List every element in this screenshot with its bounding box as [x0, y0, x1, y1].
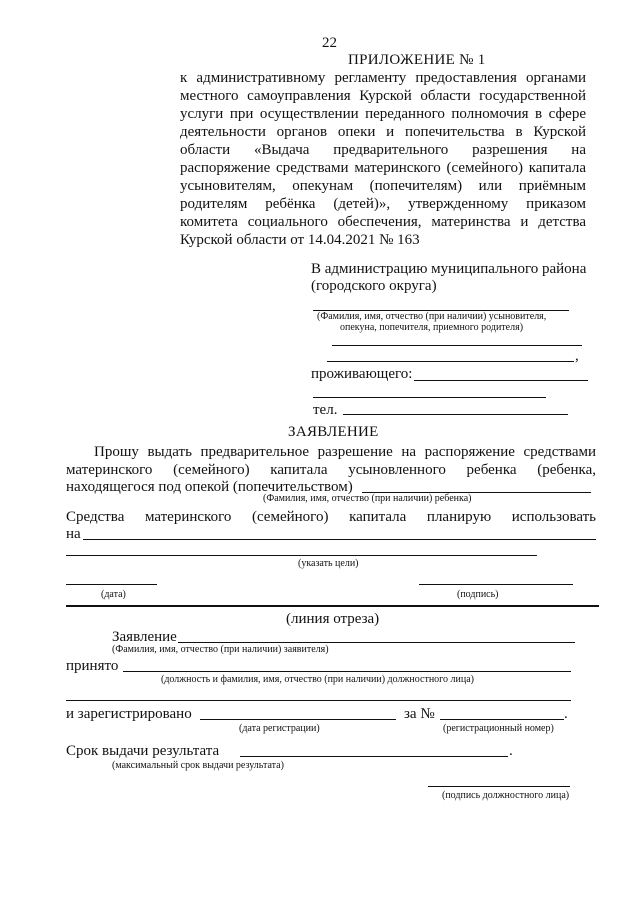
page-number: 22 [322, 35, 337, 51]
appendix-line: к административному регламенту предоставления органами [180, 70, 586, 86]
statement-title: ЗАЯВЛЕНИЕ [288, 424, 379, 440]
applicant-receipt-line[interactable] [178, 642, 575, 643]
statement-line-last: находящегося под опекой (попечительством) [66, 479, 353, 495]
appendix-line: Курской области от 14.04.2021 № 163 [180, 232, 420, 248]
purpose-line-2[interactable] [66, 555, 537, 556]
appendix-line: деятельности органов опеки и попечительства в Курской [180, 124, 586, 140]
appendix-line: комитета социального обеспечения, материнства и детства [180, 214, 586, 230]
official-hint: (должность и фамилия, имя, отчество (при наличии) должностного лица) [161, 674, 474, 685]
application-label: Заявление [112, 629, 177, 645]
child-hint: (Фамилия, имя, отчество (при наличии) ребенка) [263, 493, 472, 504]
date-line[interactable] [66, 584, 157, 585]
deadline-period: . [509, 743, 513, 759]
official-line[interactable] [123, 671, 571, 672]
statement-line: материнского (семейного) капитала усыновленного ребенка (ребенка, [66, 462, 596, 478]
funds-word: (семейного) [251, 509, 329, 525]
appendix-line: родителям ребёнка (детей)», утвержденному приказом [180, 196, 586, 212]
period: . [564, 706, 568, 722]
cut-divider [66, 605, 599, 607]
funds-word: капитала [349, 509, 407, 525]
residing-label: проживающего: [311, 366, 413, 382]
funds-word: планирую [426, 509, 492, 525]
comma: , [575, 348, 579, 364]
phone-label: тел. [313, 402, 338, 418]
address-line[interactable] [414, 380, 588, 381]
appendix-title: ПРИЛОЖЕНИЕ № 1 [348, 52, 486, 68]
cut-line-label: (линия отреза) [286, 611, 380, 627]
date-hint: (дата) [101, 589, 126, 600]
official-signature-hint: (подпись должностного лица) [442, 790, 570, 801]
registered-label: и зарегистрировано [66, 706, 192, 722]
statement-line: Прошу выдать предварительное разрешение на распоряжение средствами [94, 444, 596, 460]
addressee-line-1: В администрацию муниципального района [311, 261, 587, 277]
deadline-hint: (максимальный срок выдачи результата) [112, 760, 284, 771]
appendix-text [180, 69, 586, 249]
reg-date-hint: (дата регистрации) [239, 723, 320, 734]
address-line-2[interactable] [313, 397, 546, 398]
addressee-line-2: (городского округа) [311, 278, 437, 294]
accepted-label: принято [66, 658, 119, 674]
official-signature-line[interactable] [428, 786, 570, 787]
number-label: за № [404, 706, 435, 722]
deadline-label: Срок выдачи результата [66, 743, 220, 759]
applicant-hint-1: (Фамилия, имя, отчество (при наличии) усыновителя, [317, 311, 547, 322]
applicant-receipt-hint: (Фамилия, имя, отчество (при наличии) заявителя) [112, 644, 329, 655]
official-line-2[interactable] [66, 700, 571, 701]
statement-paragraph [66, 443, 596, 479]
funds-word: материнского [144, 509, 232, 525]
appendix-line: усыновителям, опекунам (попечителям) или приёмным [180, 178, 586, 194]
signature-hint: (подпись) [457, 589, 499, 600]
on-label: на [66, 526, 81, 542]
reg-number-hint: (регистрационный номер) [443, 723, 554, 734]
appendix-line: распоряжение средствами материнского (семейного) капитала [180, 160, 586, 176]
reg-number-line[interactable] [440, 719, 564, 720]
appendix-line: услуги при осуществлении переданного полномочия в сфере [180, 106, 586, 122]
phone-line[interactable] [343, 414, 568, 415]
reg-date-line[interactable] [200, 719, 396, 720]
purpose-line[interactable] [83, 539, 596, 540]
deadline-line[interactable] [240, 756, 508, 757]
funds-word: использовать [511, 509, 596, 525]
appendix-line: местного самоуправления Курской области государственной [180, 88, 586, 104]
applicant-hint-2: опекуна, попечителя, приемного родителя) [340, 322, 524, 333]
applicant-name-line-3[interactable] [327, 361, 574, 362]
funds-word: Средства [66, 509, 125, 525]
funds-line [66, 510, 596, 525]
signature-line[interactable] [419, 584, 573, 585]
purpose-hint: (указать цели) [298, 558, 359, 569]
appendix-line: области «Выдача предварительного разрешения на [180, 142, 586, 158]
applicant-name-line-2[interactable] [332, 345, 582, 346]
